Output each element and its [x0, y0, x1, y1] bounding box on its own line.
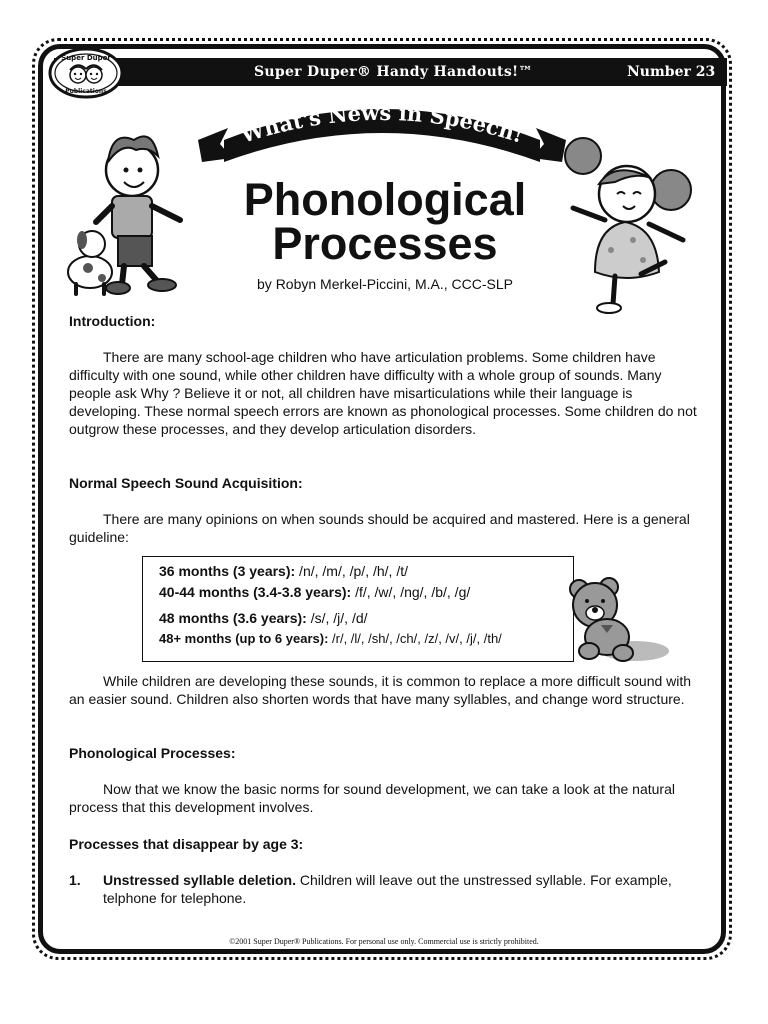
guideline-age: 36 months (3 years):: [159, 563, 296, 579]
list-item-title: Unstressed syllable deletion.: [103, 872, 296, 888]
guideline-row: [159, 631, 502, 646]
guideline-sounds: /r/, /l/, /sh/, /ch/, /z/, /v/, /j/, /th/: [328, 631, 502, 646]
super-duper-logo: [48, 47, 128, 99]
title-line-1: Phonological: [243, 174, 527, 225]
processes-paragraph: Now that we know the basic norms for sound development, we can take a look at the natural process that this development involves.: [69, 781, 675, 815]
teddy-bear-illustration: [565, 575, 670, 665]
guideline-sounds: /f/, /w/, /ng/, /b/, /g/: [351, 584, 471, 600]
list-item-number: 1.: [69, 872, 81, 888]
logo-text-top: Super Duper: [61, 54, 111, 62]
guideline-row: [159, 584, 470, 600]
boy-with-dog-illustration: [62, 122, 202, 297]
processes-heading: Phonological Processes:: [69, 745, 236, 761]
replacement-paragraph: While children are developing these sounds, it is common to replace a more difficult sound with an easier sound. Children also shorten words that have many syllables, and change word structure.: [69, 673, 692, 707]
girl-dancing-illustration: [555, 132, 695, 322]
page-title: [180, 174, 590, 269]
title-line-2: Processes: [272, 218, 498, 269]
sound-acquisition-box: [142, 556, 574, 662]
guideline-row: [159, 610, 368, 626]
header-title: Super Duper® Handy Handouts!™: [254, 64, 533, 80]
banner-text: What's News in Speech!: [237, 100, 527, 148]
logo-text-bottom: Publications: [65, 88, 107, 95]
guideline-age: 48+ months (up to 6 years):: [159, 631, 329, 646]
list-item: [103, 871, 703, 907]
guideline-sounds: /n/, /m/, /p/, /h/, /t/: [295, 563, 408, 579]
age3-heading: Processes that disappear by age 3:: [69, 836, 304, 852]
copyright-footer: ©2001 Super Duper® Publications. For personal use only. Commercial use is strictly prohibited.: [229, 937, 539, 946]
guideline-age: 48 months (3.6 years):: [159, 610, 307, 626]
acquisition-paragraph: There are many opinions on when sounds should be acquired and mastered. Here is a general guideline:: [69, 511, 690, 545]
guideline-age: 40-44 months (3.4-3.8 years):: [159, 584, 352, 600]
intro-heading: Introduction:: [69, 313, 156, 329]
guideline-sounds: /s/, /j/, /d/: [306, 610, 368, 626]
list-item-body: Children will leave out the unstressed syllable. For example, telphone for telephone.: [103, 872, 672, 906]
banner-ribbon: [198, 100, 566, 170]
byline: by Robyn Merkel-Piccini, M.A., CCC-SLP: [257, 276, 513, 292]
intro-paragraph: There are many school-age children who have articulation problems. Some children have difficulty with one sound, while other children have difficulty with a whole group of sounds. Many people ask Why ? Believe it or not, all children have misarticulations while their language is developing. These normal speech errors are known as phonological processes. Some children do not outgrow these processes, and they develop articulation disorders.: [69, 349, 697, 437]
acquisition-heading: Normal Speech Sound Acquisition:: [69, 475, 303, 491]
handout-number: Number 23: [627, 64, 716, 80]
guideline-row: [159, 563, 408, 579]
